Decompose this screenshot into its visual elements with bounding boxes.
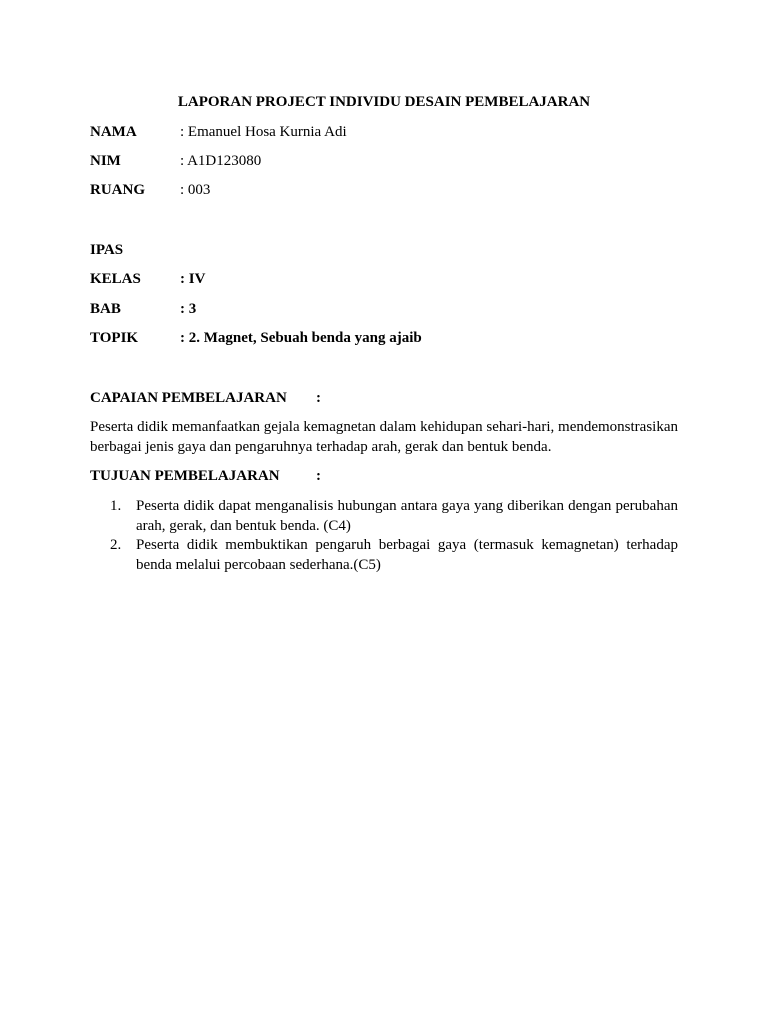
course-value: : IV xyxy=(180,271,206,287)
identity-label: NIM xyxy=(90,153,121,169)
objective-number: 2. xyxy=(110,537,122,553)
identity-label: NAMA xyxy=(90,124,137,140)
tujuan-heading-text: TUJUAN PEMBELAJARAN xyxy=(90,468,280,484)
capaian-heading xyxy=(90,388,321,408)
tujuan-heading xyxy=(90,466,321,486)
tujuan-heading-colon: : xyxy=(316,468,321,484)
identity-label: RUANG xyxy=(90,182,145,198)
identity-value: : A1D123080 xyxy=(180,153,262,169)
subject-heading: IPAS xyxy=(90,242,124,258)
objective-item xyxy=(110,496,678,536)
capaian-heading-colon: : xyxy=(316,390,321,406)
identity-value: : 003 xyxy=(180,182,211,198)
course-value: : 3 xyxy=(180,301,197,317)
objective-text: Peserta didik membuktikan pengaruh berbagai gaya (termasuk kemagnetan) terhadap benda melalui percobaan sederhana.(C5) xyxy=(136,537,678,573)
capaian-paragraph: Peserta didik memanfaatkan gejala kemagnetan dalam kehidupan sehari-hari, mendemonstrasikan berbagai jenis gaya dan pengaruhnya terhadap arah, gerak dan bentuk benda. xyxy=(90,419,678,455)
identity-value: : Emanuel Hosa Kurnia Adi xyxy=(180,124,347,140)
capaian-heading-text: CAPAIAN PEMBELAJARAN xyxy=(90,390,287,406)
objective-item xyxy=(110,535,678,575)
course-label: TOPIK xyxy=(90,330,139,346)
course-label: BAB xyxy=(90,301,121,317)
course-label: KELAS xyxy=(90,271,141,287)
course-value: : 2. Magnet, Sebuah benda yang ajaib xyxy=(180,330,422,346)
document-title: LAPORAN PROJECT INDIVIDU DESAIN PEMBELAJARAN xyxy=(177,94,591,110)
objective-number: 1. xyxy=(110,498,122,514)
objective-text: Peserta didik dapat menganalisis hubungan antara gaya yang diberikan dengan perubahan arah, gerak, dan bentuk benda. (C4) xyxy=(136,498,678,534)
